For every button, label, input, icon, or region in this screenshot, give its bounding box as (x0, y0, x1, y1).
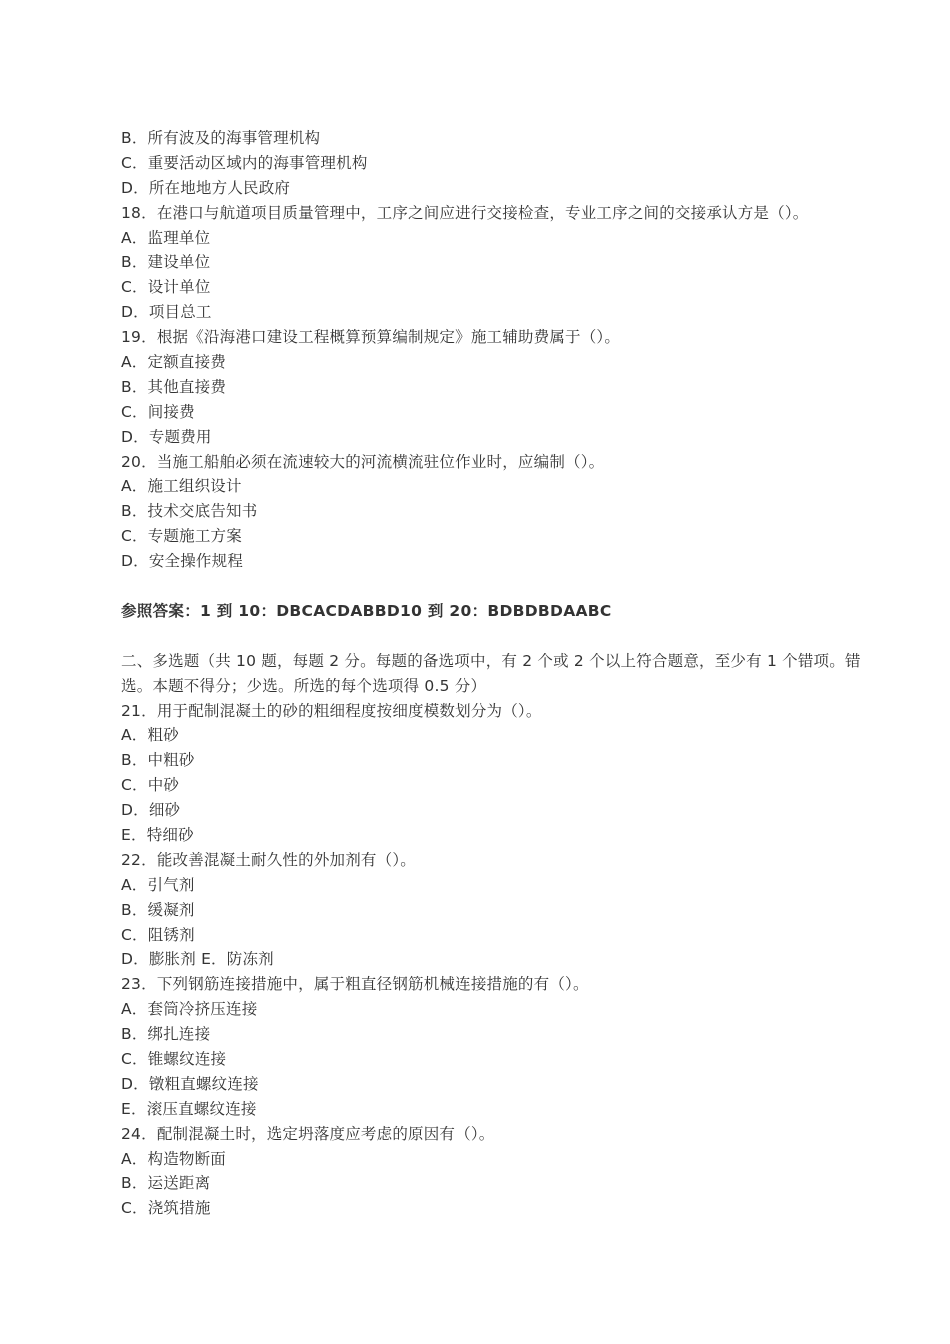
answer-option: D．安全操作规程 (121, 552, 244, 571)
question-block-single-choice (121, 126, 891, 574)
answer-option: C．浇筑措施 (121, 1199, 211, 1218)
answer-option: E．特细砂 (121, 825, 194, 844)
question-stem: 21．用于配制混凝土的砂的粗细程度按细度模数划分为（）。 (121, 701, 542, 720)
question-stem: 20．当施工船舶必须在流速较大的河流横流驻位作业时，应编制（）。 (121, 452, 605, 471)
question-stem: 22．能改善混凝土耐久性的外加剂有（）。 (121, 850, 416, 869)
answer-option: A．构造物断面 (121, 1149, 227, 1168)
answer-option: D．所在地地方人民政府 (121, 178, 291, 197)
question-stem: 23．下列钢筋连接措施中，属于粗直径钢筋机械连接措施的有（）。 (121, 975, 589, 994)
answer-option: B．运送距离 (121, 1174, 211, 1193)
answer-option: C．专题施工方案 (121, 527, 242, 546)
answer-option: A．粗砂 (121, 726, 179, 745)
question-stem: 24．配制混凝土时，选定坍落度应考虑的原因有（）。 (121, 1124, 495, 1143)
answer-option: A．监理单位 (121, 228, 211, 247)
answer-option: C．阻锈剂 (121, 925, 195, 944)
answer-option: A．套筒冷挤压连接 (121, 1000, 258, 1019)
answer-option: B．技术交底告知书 (121, 502, 258, 521)
answer-option: C．设计单位 (121, 278, 211, 297)
answer-option: B．建设单位 (121, 253, 211, 272)
answer-option: C．锥螺纹连接 (121, 1050, 227, 1068)
answer-option: B．缓凝剂 (121, 900, 195, 919)
answer-option: B．中粗砂 (121, 751, 195, 770)
answer-option: C．间接费 (121, 402, 195, 421)
answer-option: B．其他直接费 (121, 377, 227, 396)
question-stem: 18．在港口与航道项目质量管理中，工序之间应进行交接检查，专业工序之间的交接承认方是（）。 (121, 203, 809, 222)
answer-option: D．膨胀剂 E．防冻剂 (121, 950, 274, 969)
section-intro-multiple-choice: 二、多选题（共 10 题，每题 2 分。每题的备选项中，有 2 个或 2 个以上符合题意，至少有 1 个错项。错选。本题不得分；少选。所选的每个选项得 0.5 分） (121, 651, 861, 695)
answer-option: C．中砂 (121, 776, 180, 795)
answer-option: D．镦粗直螺纹连接 (121, 1074, 259, 1093)
answer-option: B．绑扎连接 (121, 1025, 211, 1044)
answer-option: D．细砂 (121, 801, 181, 820)
document-content (121, 126, 891, 1221)
answer-option: B．所有波及的海事管理机构 (121, 129, 321, 147)
question-stem: 19．根据《沿海港口建设工程概算预算编制规定》施工辅助费属于（）。 (121, 328, 621, 347)
answer-option: D．项目总工 (121, 303, 212, 322)
answer-option: C．重要活动区域内的海事管理机构 (121, 153, 368, 172)
answer-option: A．定额直接费 (121, 353, 227, 372)
question-block-multiple-choice (121, 699, 891, 1222)
answer-option: A．引气剂 (121, 875, 195, 894)
answer-option: E．滚压直螺纹连接 (121, 1099, 257, 1118)
answer-option: A．施工组织设计 (121, 477, 242, 496)
answer-block (121, 599, 891, 624)
answer-option: D．专题费用 (121, 427, 212, 446)
reference-answer: 参照答案：1 到 10：DBCACDABBD10 到 20：BDBDBDAABC (121, 601, 612, 620)
